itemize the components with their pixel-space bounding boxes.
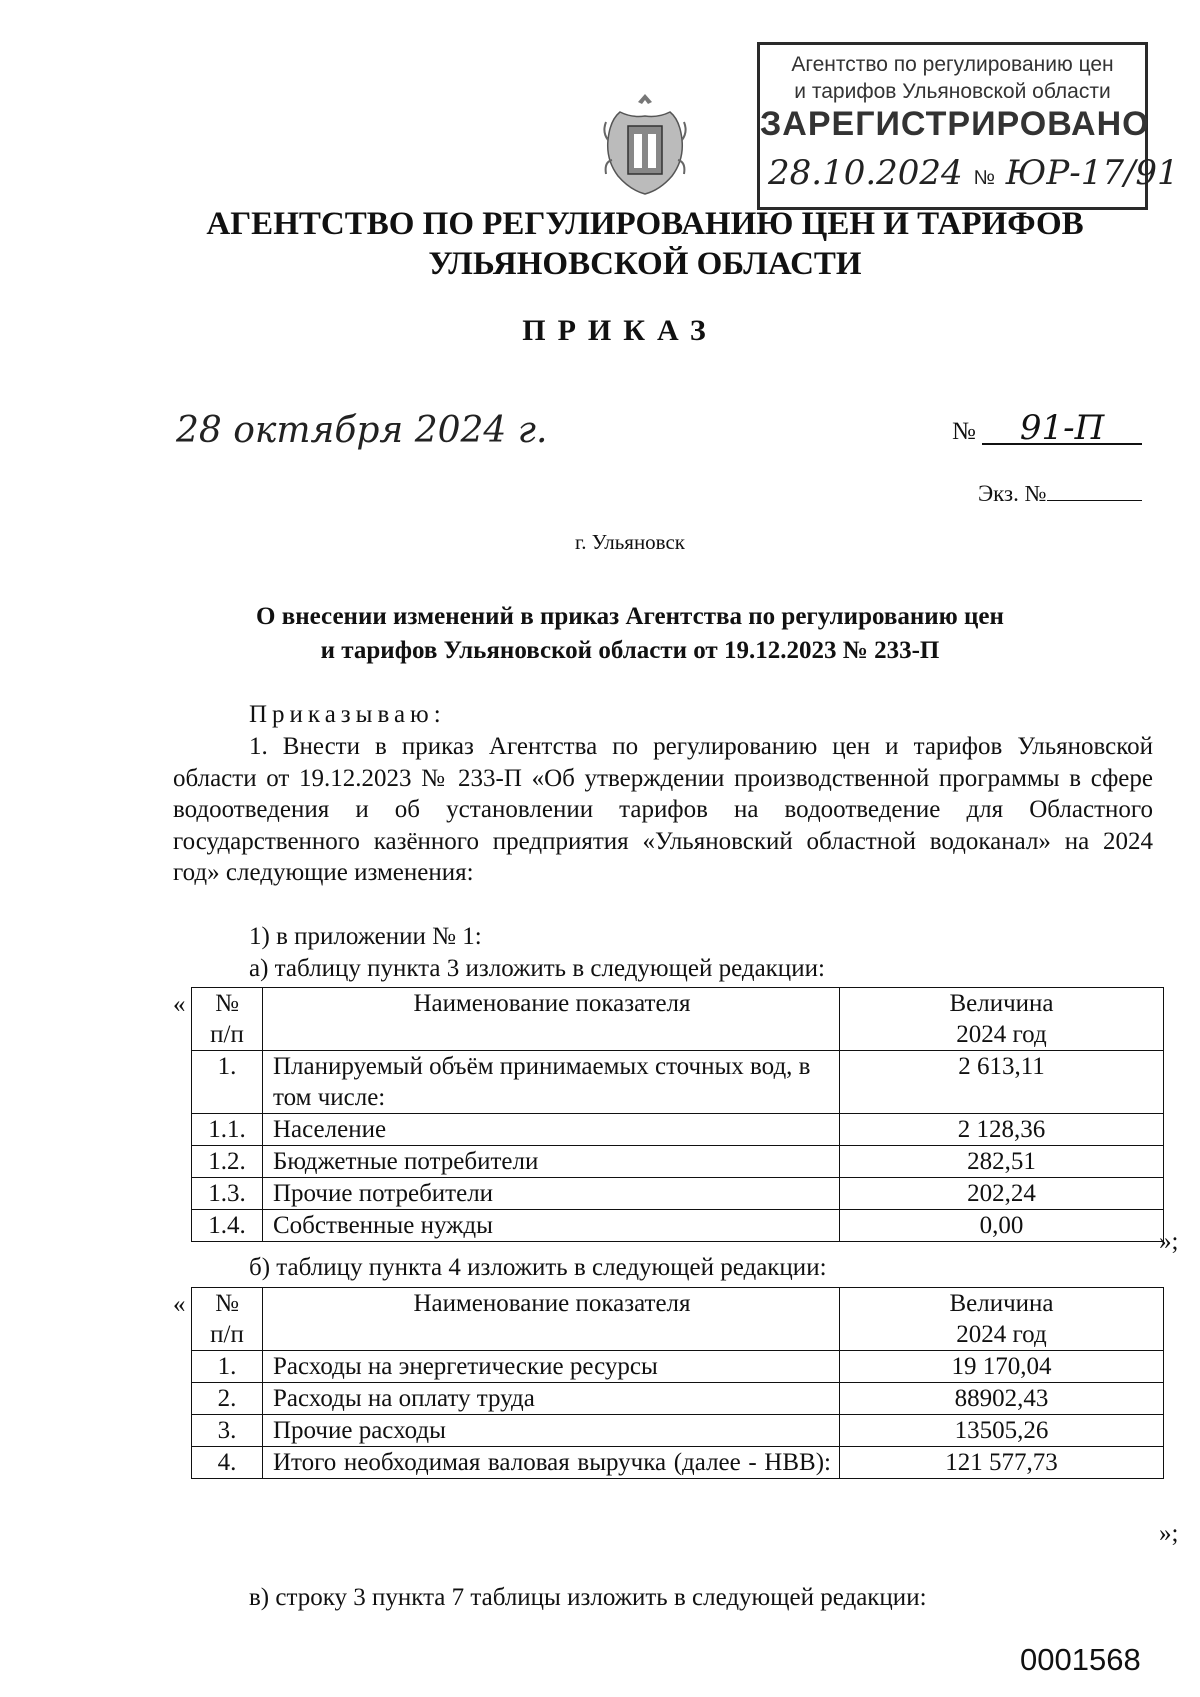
document-serial-number: 0001568 (1020, 1642, 1141, 1677)
header-num-line-2: п/п (210, 1321, 244, 1348)
row-name: Итого необходимая валовая выручка (далее - НВВ): (263, 1447, 840, 1479)
agency-title-line-2: УЛЬЯНОВСКОЙ ОБЛАСТИ (428, 246, 862, 282)
copy-number (978, 481, 1142, 507)
header-value (840, 1288, 1164, 1351)
order-number (952, 408, 1142, 448)
header-num-line-1: № (215, 990, 239, 1017)
agency-title (150, 204, 1140, 284)
table-row (192, 1415, 1164, 1447)
row-value: 202,24 (840, 1178, 1164, 1210)
header-num-line-1: № (215, 1290, 239, 1317)
paragraph-1 (173, 731, 1153, 889)
header-value-line-1: Величина (949, 990, 1054, 1017)
header-num (192, 988, 263, 1051)
coat-of-arms-icon (600, 90, 690, 198)
subitem-1: 1) в приложении № 1: (249, 923, 482, 950)
row-value: 0,00 (840, 1210, 1164, 1242)
row-num: 1.3. (192, 1178, 263, 1210)
subject-line-2: и тарифов Ульяновской области от 19.12.2023 № 233-П (320, 637, 940, 664)
table2-quote-open: « (173, 1291, 186, 1318)
subject-line-1: О внесении изменений в приказ Агентства по регулированию цен (256, 603, 1004, 630)
row-name: Расходы на оплату труда (263, 1383, 840, 1415)
copy-number-blank (1047, 500, 1142, 501)
table-row (192, 1447, 1164, 1479)
row-value: 2 613,11 (840, 1051, 1164, 1114)
row-value: 282,51 (840, 1146, 1164, 1178)
stamp-status: ЗАРЕГИСТРИРОВАНО (760, 105, 1150, 143)
table-row (192, 1051, 1164, 1114)
stamp-handwritten-registration (768, 153, 1179, 203)
table1-quote-open: « (173, 991, 186, 1018)
copy-number-label: Экз. № (978, 481, 1047, 506)
header-num-line-2: п/п (210, 1021, 244, 1048)
row-num: 4. (192, 1447, 263, 1479)
table-row (192, 1351, 1164, 1383)
order-word: Приказываю: (249, 701, 446, 728)
row-value: 13505,26 (840, 1415, 1164, 1447)
header-value-line-2: 2024 год (956, 1321, 1047, 1348)
stamp-reg-date: 28.10.2024 (768, 153, 963, 193)
table-row (192, 1383, 1164, 1415)
table1-quote-close: »; (1159, 1228, 1179, 1255)
row-num: 3. (192, 1415, 263, 1447)
row-num: 1.2. (192, 1146, 263, 1178)
header-value-line-2: 2024 год (956, 1021, 1047, 1048)
row-value: 121 577,73 (840, 1447, 1164, 1479)
stamp-no-label: № (973, 167, 995, 189)
order-title: ПРИКАЗ (522, 314, 718, 347)
table-row (192, 1146, 1164, 1178)
city: г. Ульяновск (574, 530, 685, 554)
header-value-line-1: Величина (949, 1290, 1054, 1317)
header-name: Наименование показателя (263, 988, 840, 1051)
table-point-3 (191, 987, 1164, 1242)
table-row (192, 1210, 1164, 1242)
header-name: Наименование показателя (263, 1288, 840, 1351)
header-value (840, 988, 1164, 1051)
order-no-label: № (952, 418, 976, 445)
order-subject (60, 600, 1200, 668)
row-num: 1.4. (192, 1210, 263, 1242)
order-date-handwritten: 28 октября 2024 г. (176, 410, 548, 451)
table-header-row (192, 1288, 1164, 1351)
paragraph-1-text: 1. Внести в приказ Агентства по регулированию цен и тарифов Ульяновской области от 19.12.2023 № 233-П «Об утверждении производственной программы в сфере водоотведения и об установлении тарифов на водоотведение для Областного государственного казённого предприятия «Ульяновский областной водоканал» на 2024 год» следующие изменения: (173, 733, 1153, 887)
agency-title-line-1: АГЕНТСТВО ПО РЕГУЛИРОВАНИЮ ЦЕН И ТАРИФОВ (206, 206, 1084, 242)
table2-quote-close: »; (1159, 1520, 1179, 1547)
row-value: 88902,43 (840, 1383, 1164, 1415)
table-row (192, 1114, 1164, 1146)
header-num (192, 1288, 263, 1351)
stamp-line-1: Агентство по регулированию цен (791, 53, 1114, 76)
row-value: 19 170,04 (840, 1351, 1164, 1383)
stamp-reg-number: ЮР-17/91 (1005, 153, 1179, 193)
row-name: Бюджетные потребители (263, 1146, 840, 1178)
table-header-row (192, 988, 1164, 1051)
registration-stamp (757, 42, 1179, 210)
row-name: Прочие расходы (263, 1415, 840, 1447)
subitem-a: а) таблицу пункта 3 изложить в следующей редакции: (249, 955, 825, 982)
row-num: 1. (192, 1051, 263, 1114)
row-name: Расходы на энергетические ресурсы (263, 1351, 840, 1383)
row-value: 2 128,36 (840, 1114, 1164, 1146)
stamp-line-2: и тарифов Ульяновской области (794, 80, 1111, 103)
row-num: 1. (192, 1351, 263, 1383)
row-num: 1.1. (192, 1114, 263, 1146)
subitem-b: б) таблицу пункта 4 изложить в следующей редакции: (249, 1254, 827, 1281)
row-name: Собственные нужды (263, 1210, 840, 1242)
table-point-4 (191, 1287, 1164, 1479)
row-name: Население (263, 1114, 840, 1146)
row-num: 2. (192, 1383, 263, 1415)
row-name: Прочие потребители (263, 1178, 840, 1210)
table-row (192, 1178, 1164, 1210)
order-number-handwritten: 91-П (982, 413, 1142, 445)
subitem-v: в) строку 3 пункта 7 таблицы изложить в следующей редакции: (249, 1584, 927, 1611)
row-name: Планируемый объём принимаемых сточных вод, в том числе: (263, 1051, 840, 1114)
